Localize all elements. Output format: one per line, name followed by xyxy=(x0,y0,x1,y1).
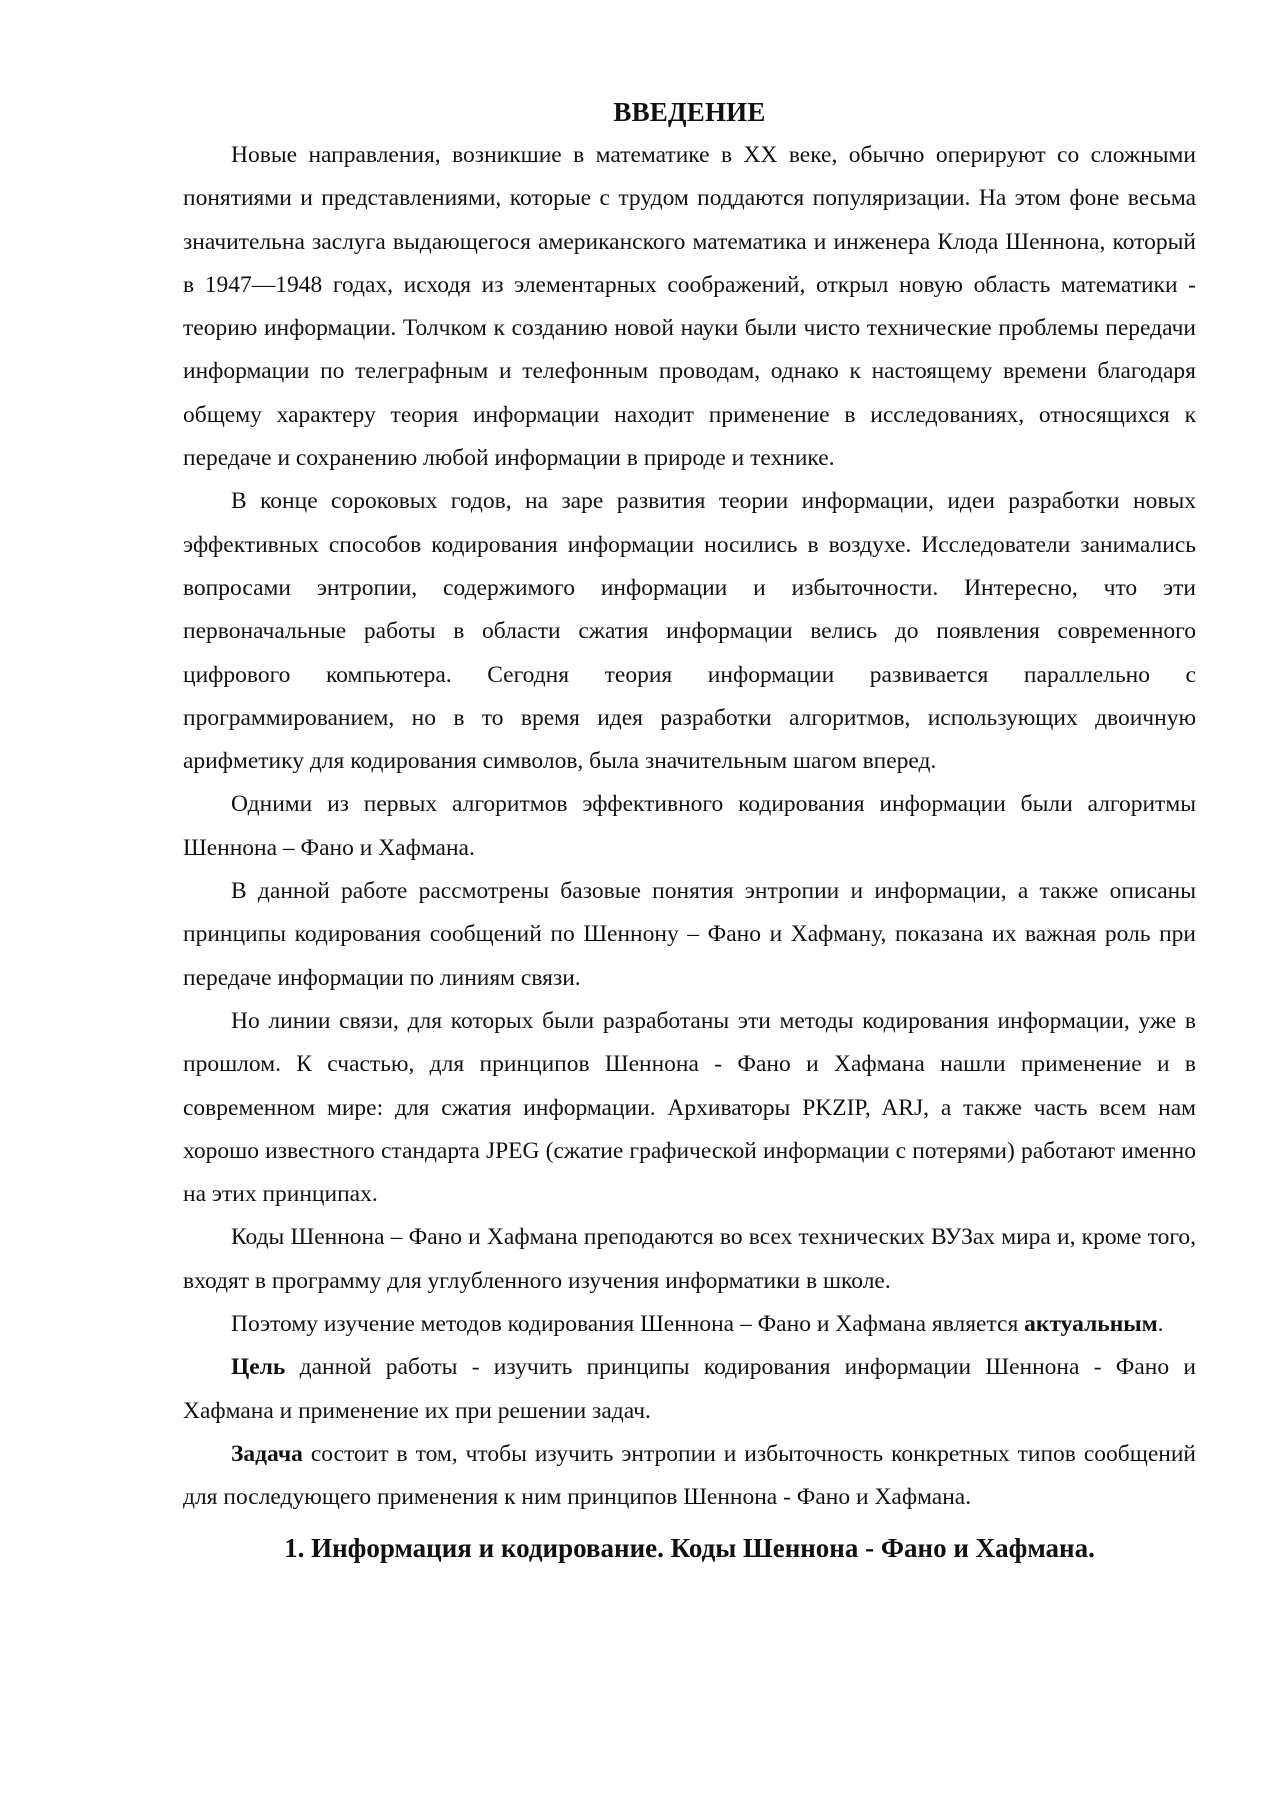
paragraph-task xyxy=(183,1433,1196,1520)
task-text: состоит в том, чтобы изучить энтропии и избыточность конкретных типов сообщений для последующего применения к ним принципов Шеннона - Фано и Хафмана. xyxy=(183,1440,1196,1511)
paragraph-3: Одними из первых алгоритмов эффективного кодирования информации были алгоритмы Шеннона – Фано и Хафмана. xyxy=(183,791,1196,861)
relevance-end: . xyxy=(1157,1311,1164,1338)
paragraph-4: В данной работе рассмотрены базовые понятия энтропии и информации, а также описаны принципы кодирования сообщений по Шеннону – Фано и Хафману, показана их важная роль при передаче информации по линиям связи. xyxy=(183,878,1196,991)
goal-bold-term: Цель xyxy=(231,1354,286,1381)
paragraph-6: Коды Шеннона – Фано и Хафмана преподаются во всех технических ВУЗах мира и, кроме того, входят в программу для углубленного изучения информатики в школе. xyxy=(183,1224,1196,1294)
paragraph-1: Новые направления, возникшие в математике в XX веке, обычно оперируют со сложными понятиями и представлениями, которые с трудом поддаются популяризации. На этом фоне весьма значительна заслуга выдающегося американского математика и инженера Клода Шеннона, который в 1947—1948 годах, исходя из элементарных соображений, открыл новую область математики - теорию информации. Толчком к созданию новой науки были чисто технические проблемы передачи информации по телеграфным и телефонным проводам, однако к настоящему времени благодаря общему характеру теория информации находит применение в исследованиях, относящихся к передаче и сохранению любой информации в природе и технике. xyxy=(183,142,1196,472)
goal-text: данной работы - изучить принципы кодирования информации Шеннона - Фано и Хафмана и применение их при решении задач. xyxy=(183,1354,1196,1424)
page-title: ВВЕДЕНИЕ xyxy=(613,97,766,127)
paragraph-2: В конце сороковых годов, на заре развития теории информации, идеи разработки новых эффективных способов кодирования информации носились в воздухе. Исследователи занимались вопросами энтропии, содержимого информации и избыточности. Интересно, что эти первоначальные работы в области сжатия информации велись до появления современного цифрового компьютера. Сегодня теория информации развивается параллельно с программированием, но в то время идея разработки алгоритмов, использующих двоичную арифметику для кодирования символов, была значительным шагом вперед. xyxy=(183,488,1196,775)
relevance-text: Поэтому изучение методов кодирования Шеннона – Фано и Хафмана является xyxy=(231,1311,1025,1338)
paragraph-5: Но линии связи, для которых были разработаны эти методы кодирования информации, уже в прошлом. К счастью, для принципов Шеннона - Фано и Хафмана нашли применение и в современном мире: для сжатия информации. Архиваторы PKZIP, ARJ, а также часть всем нам хорошо известного стандарта JPEG (сжатие графической информации с потерями) работают именно на этих принципах. xyxy=(183,1007,1196,1208)
paragraph-relevance xyxy=(183,1303,1196,1346)
task-bold-term: Задача xyxy=(231,1440,303,1467)
section-heading: 1. Информация и кодирование. Коды Шеннона - Фано и Хафмана. xyxy=(284,1532,1095,1563)
paragraph-goal xyxy=(183,1346,1196,1433)
relevance-bold-term: актуальным xyxy=(1024,1311,1158,1338)
document-content xyxy=(183,92,1196,1568)
